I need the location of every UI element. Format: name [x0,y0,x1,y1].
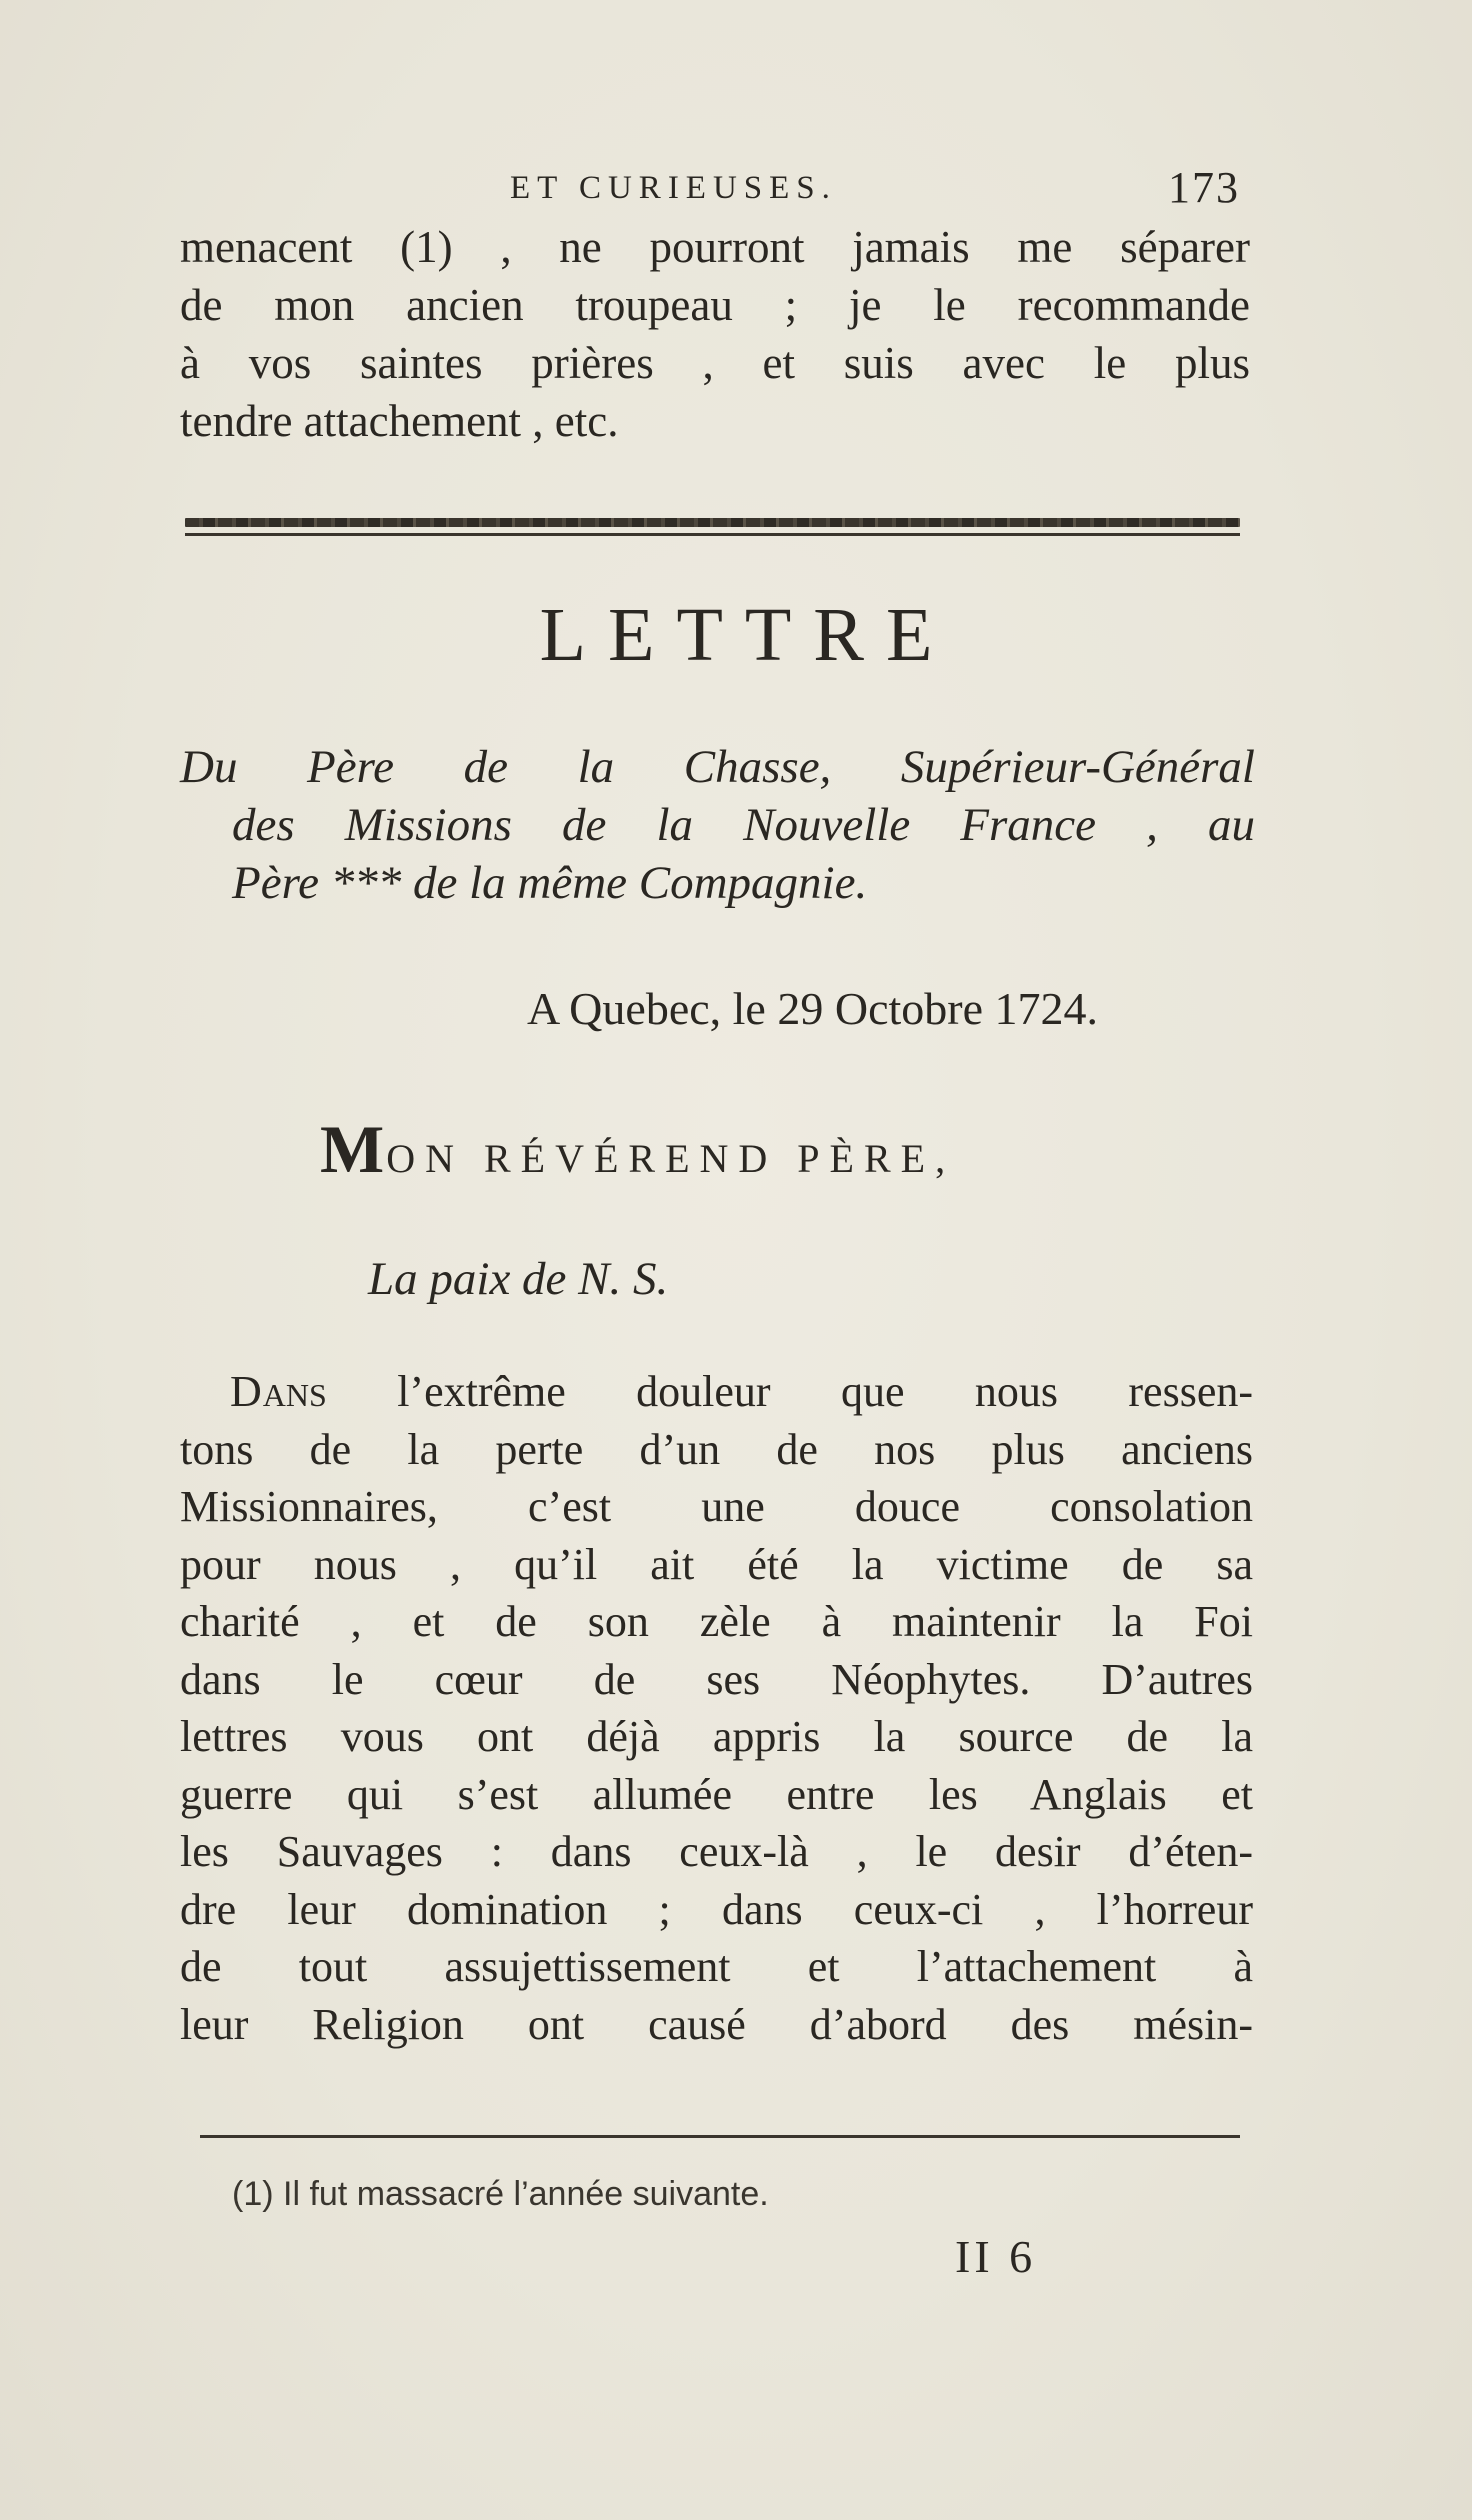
footnote-rule [200,2135,1240,2138]
body-line: Missionnaires, c’est une douce consolation [180,1482,1253,1531]
greeting: La paix de N. S. [368,1253,669,1305]
salutation-rest: ON RÉVÉREND PÈRE, [386,1136,956,1181]
letter-subtitle-line: des Missions de la Nouvelle France , au [232,799,1255,851]
body-line: leur Religion ont causé d’abord des mésin- [180,1999,1253,2049]
prev-letter-line: de mon ancien troupeau ; je le recommande [180,280,1250,330]
page-number: 173 [1168,163,1240,212]
body-line: tons de la perte d’un de nos plus anciens [180,1424,1253,1474]
dateline: A Quebec, le 29 Octobre 1724. [527,983,1099,1034]
letter-subtitle-line: Du Père de la Chasse, Supérieur-Général [180,741,1255,793]
body-line: dans le cœur de ses Néophytes. D’autres [180,1654,1253,1704]
drop-initial: D [230,1367,263,1416]
body-line: pour nous , qu’il ait été la victime de sa [180,1539,1253,1589]
ornamental-rule [185,518,1240,527]
body-line: lettres vous ont déjà appris la source de la [180,1712,1253,1761]
prev-letter-line: à vos saintes prières , et suis avec le plus [180,338,1250,388]
signature-mark: II 6 [955,2231,1037,2282]
letter-heading: LETTRE [539,593,955,677]
body-line: de tout assujettissement et l’attachement à [180,1942,1253,1991]
small-caps-word: ANS [262,1377,327,1413]
running-head [180,162,1260,222]
body-line-first-rest: l’extrême douleur que nous ressen- [326,1367,1253,1416]
body-line: dre leur domination ; dans ceux-ci , l’horreur [180,1884,1253,1934]
body-line-first [180,1363,1253,1421]
body-line: charité , et de son zèle à maintenir la Foi [180,1597,1253,1646]
letter-body [180,1363,1253,2053]
body-line: les Sauvages : dans ceux-là , le desir d’éten- [180,1827,1253,1876]
letter-subtitle-line: Père *** de la même Compagnie. [232,857,868,909]
body-line: guerre qui s’est allumée entre les Anglais et [180,1769,1253,1819]
footnote: (1) Il fut massacré l’année suivante. [232,2175,769,2213]
running-head-title: ET CURIEUSES. [510,170,837,206]
prev-letter-line: menacent (1) , ne pourront jamais me séparer [180,222,1250,272]
ornamental-rule-underline [185,533,1240,536]
prev-letter-line: tendre attachement , etc. [180,396,619,446]
salutation [320,1110,955,1189]
salutation-initial: M [320,1111,387,1187]
